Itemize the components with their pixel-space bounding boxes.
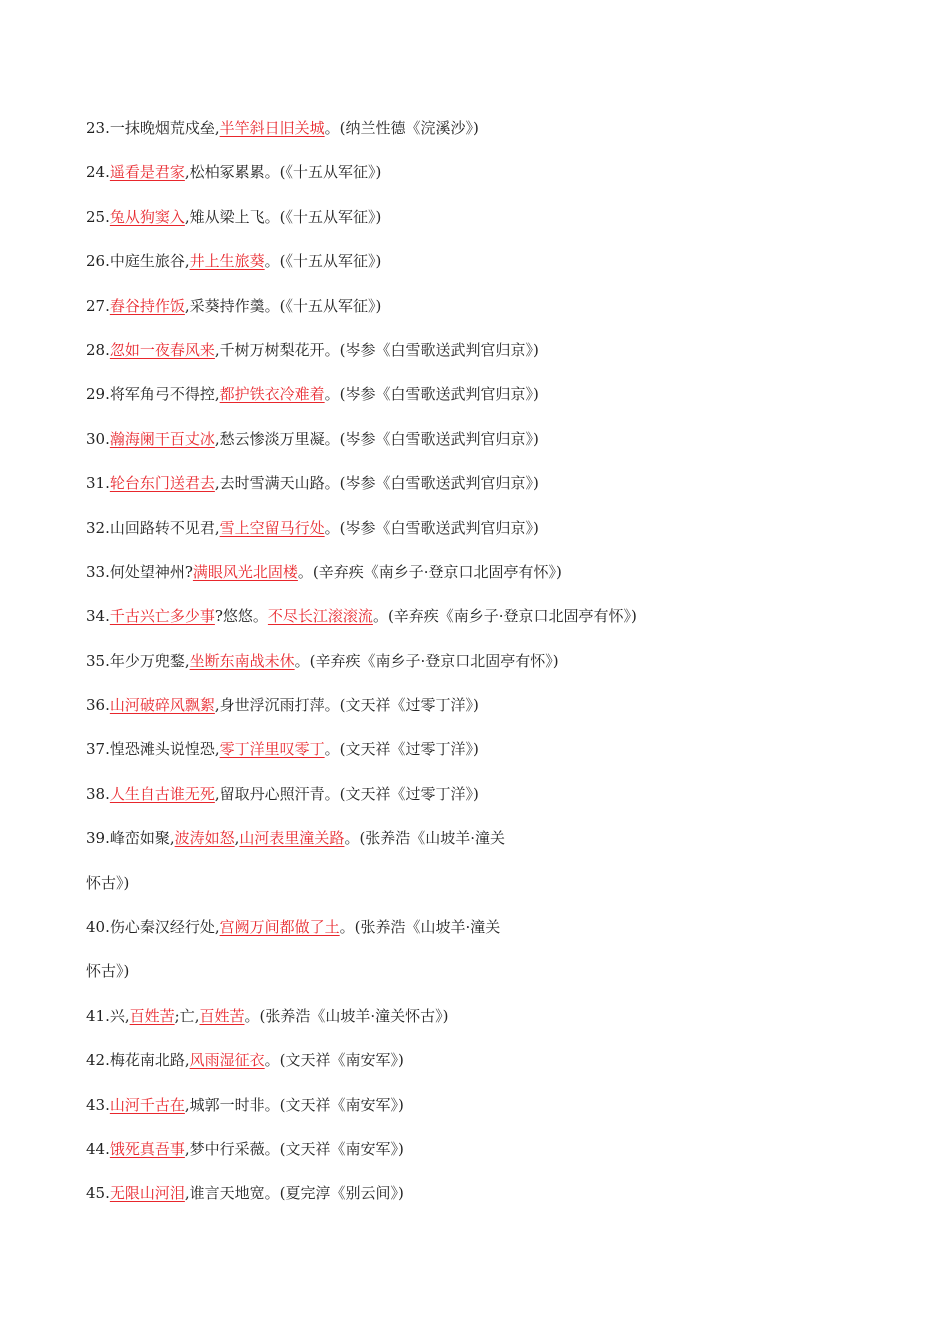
line-text: 。(岑参《白雪歌送武判官归京》)	[324, 518, 539, 537]
line-text: 28.	[86, 340, 110, 359]
document-line	[86, 600, 906, 644]
line-text: 44.	[86, 1139, 110, 1158]
line-text: 38.	[86, 784, 110, 803]
document-line	[86, 512, 906, 556]
line-text: 26.中庭生旅谷,	[86, 252, 190, 271]
line-text: 34.	[86, 607, 110, 626]
document-line	[86, 245, 906, 289]
answer-text: 千古兴亡多少事	[109, 607, 215, 626]
answer-text: 轮台东门送君去	[109, 474, 215, 493]
line-text: 怀古》)	[86, 873, 130, 892]
answer-text: 百姓苦	[199, 1006, 245, 1025]
answer-text: 遥看是君家	[109, 163, 185, 182]
line-text: ,采葵持作羹。(《十五从军征》)	[184, 296, 382, 315]
document-line	[86, 423, 906, 467]
document-line	[86, 911, 906, 955]
document-line	[86, 1044, 906, 1088]
document-line	[86, 201, 906, 245]
document-line	[86, 778, 906, 822]
answer-text: 满眼风光北固楼	[192, 562, 298, 581]
line-text: ,去时雪满天山路。(岑参《白雪歌送武判官归京》)	[214, 474, 539, 493]
document-line	[86, 1133, 906, 1177]
line-text: 42.梅花南北路,	[86, 1051, 190, 1070]
document-line	[86, 1089, 906, 1133]
line-text: ,千树万树梨花开。(岑参《白雪歌送武判官归京》)	[214, 340, 539, 359]
line-text: 35.年少万兜鍪,	[86, 651, 190, 670]
answer-text: 饿死真吾事	[109, 1139, 185, 1158]
line-text: 。(文天祥《过零丁洋》)	[324, 740, 479, 759]
line-text: 31.	[86, 474, 110, 493]
line-text: 41.兴,	[86, 1006, 130, 1025]
answer-text: 兔从狗窦入	[109, 207, 185, 226]
document-page	[86, 112, 906, 1222]
line-text: ;亡,	[174, 1006, 200, 1025]
line-text: 25.	[86, 207, 110, 226]
document-line	[86, 467, 906, 511]
line-text: 。(文天祥《南安军》)	[264, 1051, 404, 1070]
line-text: 。(张养浩《山坡羊·潼关	[339, 918, 501, 937]
line-text: ,梦中行采薇。(文天祥《南安军》)	[184, 1139, 404, 1158]
answer-text: 瀚海阑干百丈冰	[109, 429, 215, 448]
answer-text: 百姓苦	[129, 1006, 175, 1025]
line-text: 40.伤心秦汉经行处,	[86, 918, 220, 937]
line-text: 43.	[86, 1095, 110, 1114]
document-line	[86, 556, 906, 600]
line-text: 30.	[86, 429, 110, 448]
line-text: 。(辛弃疾《南乡子·登京口北固亭有怀》)	[372, 607, 637, 626]
line-text: 。(岑参《白雪歌送武判官归京》)	[324, 385, 539, 404]
document-line	[86, 733, 906, 777]
document-line	[86, 822, 906, 866]
line-text: ,愁云惨淡万里凝。(岑参《白雪歌送武判官归京》)	[214, 429, 539, 448]
line-text: 23.一抹晚烟荒戍垒,	[86, 119, 220, 137]
line-text: ,谁言天地宽。(夏完淳《别云间》)	[184, 1184, 404, 1203]
answer-text: 无限山河泪	[109, 1184, 185, 1203]
line-text: ,留取丹心照汗青。(文天祥《过零丁洋》)	[214, 784, 479, 803]
line-text: 。(纳兰性德《浣溪沙》)	[324, 119, 479, 137]
line-text: 。(辛弃疾《南乡子·登京口北固亭有怀》)	[297, 562, 562, 581]
answer-text: 半竿斜日旧关城	[219, 119, 325, 137]
line-text: 。(张养浩《山坡羊·潼关怀古》)	[244, 1006, 449, 1025]
answer-text: 坐断东南战未休	[189, 651, 295, 670]
line-text: ,城郭一时非。(文天祥《南安军》)	[184, 1095, 404, 1114]
answer-text: 忽如一夜春风来	[109, 340, 215, 359]
answer-text: 山河千古在	[109, 1095, 185, 1114]
document-line	[86, 1000, 906, 1044]
line-text: ,	[234, 829, 240, 848]
line-text: 24.	[86, 163, 110, 182]
line-text: 。(《十五从军征》)	[264, 252, 382, 271]
line-text: 。(张养浩《山坡羊·潼关	[344, 829, 506, 848]
document-line	[86, 378, 906, 422]
line-text: 32.山回路转不见君,	[86, 518, 220, 537]
line-text: ,雉从梁上飞。(《十五从军征》)	[184, 207, 382, 226]
document-line	[86, 290, 906, 334]
answer-text: 都护铁衣冷难着	[219, 385, 325, 404]
line-text: 33.何处望神州?	[86, 562, 193, 581]
answer-text: 雪上空留马行处	[219, 518, 325, 537]
document-line	[86, 1177, 906, 1221]
answer-text: 山河破碎风飘絮	[109, 696, 215, 715]
answer-text: 不尽长江滚滚流	[267, 607, 373, 626]
line-text: 怀古》)	[86, 962, 130, 981]
line-text: 29.将军角弓不得控,	[86, 385, 220, 404]
line-text: 27.	[86, 296, 110, 315]
document-line	[86, 867, 906, 911]
answer-text: 山河表里潼关路	[239, 829, 345, 848]
document-line	[86, 156, 906, 200]
line-text: ?悠悠。	[214, 607, 268, 626]
document-line	[86, 334, 906, 378]
line-text: 。(辛弃疾《南乡子·登京口北固亭有怀》)	[294, 651, 559, 670]
line-text: 37.惶恐滩头说惶恐,	[86, 740, 220, 759]
answer-text: 波涛如怒	[174, 829, 235, 848]
document-line	[86, 689, 906, 733]
answer-text: 井上生旅葵	[189, 252, 265, 271]
document-line	[86, 112, 906, 156]
line-text: 36.	[86, 696, 110, 715]
answer-text: 零丁洋里叹零丁	[219, 740, 325, 759]
line-text: ,身世浮沉雨打萍。(文天祥《过零丁洋》)	[214, 696, 479, 715]
line-text: 39.峰峦如聚,	[86, 829, 175, 848]
line-text: ,松柏冢累累。(《十五从军征》)	[184, 163, 382, 182]
answer-text: 人生自古谁无死	[109, 784, 215, 803]
document-line	[86, 955, 906, 999]
answer-text: 舂谷持作饭	[109, 296, 185, 315]
document-line	[86, 645, 906, 689]
answer-text: 宫阙万间都做了土	[219, 918, 340, 937]
answer-text: 风雨湿征衣	[189, 1051, 265, 1070]
line-text: 45.	[86, 1184, 110, 1203]
